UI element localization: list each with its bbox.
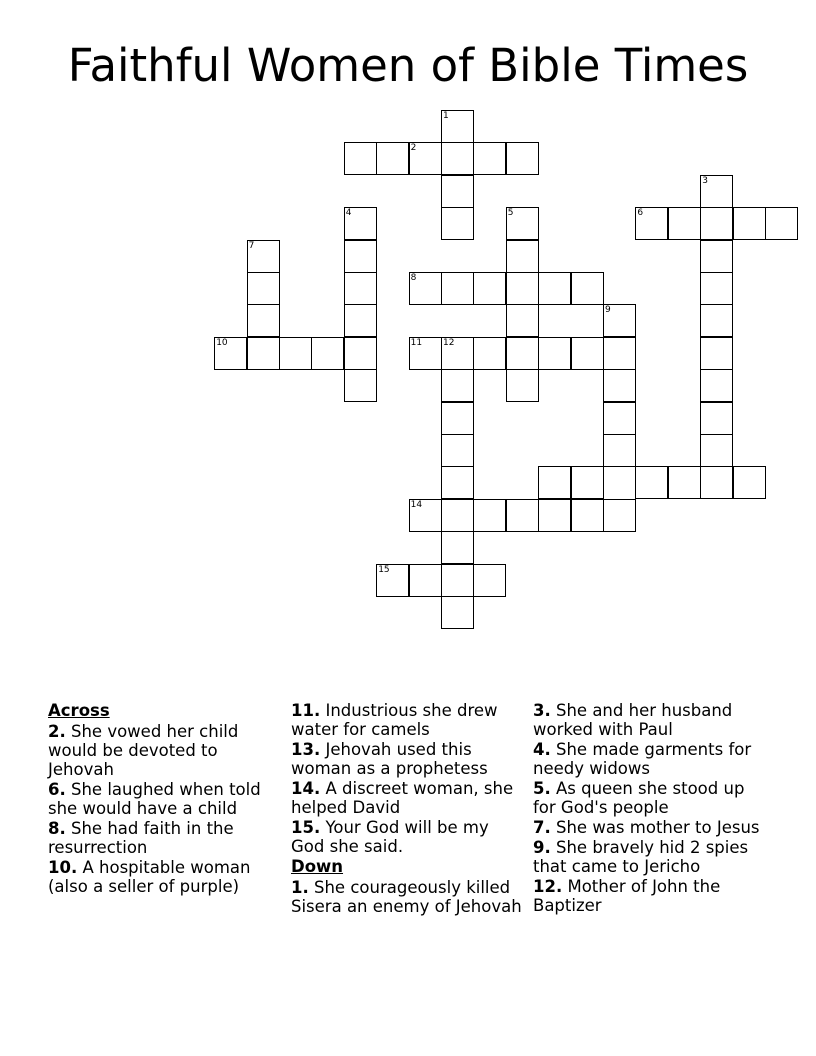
grid-cell[interactable]	[733, 207, 766, 240]
grid-cell[interactable]	[409, 142, 442, 175]
clue-number: 2.	[48, 722, 66, 741]
clue-text: A discreet woman, she helped David	[291, 779, 514, 817]
grid-cell[interactable]	[700, 337, 733, 370]
clue	[291, 701, 523, 739]
clue-text: Mother of John the Baptizer	[533, 877, 721, 915]
clue	[533, 818, 765, 837]
clue	[533, 740, 765, 778]
grid-cell[interactable]	[538, 272, 571, 305]
clue-text: She courageously killed Sisera an enemy of Jehovah	[291, 878, 522, 916]
grid-cell[interactable]	[473, 337, 506, 370]
grid-cell[interactable]	[247, 337, 280, 370]
clue-number-label: 12	[443, 337, 455, 348]
clue-number-label: 15	[378, 564, 390, 575]
clue-number: 8.	[48, 819, 66, 838]
clue-number: 5.	[533, 779, 551, 798]
grid-cell[interactable]	[603, 337, 636, 370]
grid-cell[interactable]	[603, 499, 636, 532]
puzzle-title: Faithful Women of Bible Times	[67, 39, 749, 92]
grid-cell[interactable]	[441, 110, 474, 143]
clue-number: 1.	[291, 878, 309, 897]
grid-cell[interactable]	[441, 369, 474, 402]
grid-cell[interactable]	[441, 175, 474, 208]
grid-cell[interactable]	[376, 142, 409, 175]
grid-cell[interactable]	[700, 402, 733, 435]
grid-cell[interactable]	[765, 207, 798, 240]
grid-cell[interactable]	[473, 272, 506, 305]
grid-cell[interactable]	[538, 466, 571, 499]
clue	[291, 818, 523, 856]
grid-cell[interactable]	[344, 369, 377, 402]
clue-text: She had faith in the resurrection	[48, 819, 234, 857]
clue-number-label: 6	[637, 208, 644, 219]
grid-cell[interactable]	[571, 272, 604, 305]
clue	[291, 878, 523, 916]
clue-text: A hospitable woman (also a seller of purple)	[48, 858, 251, 896]
clue-number: 13.	[291, 740, 321, 759]
clue-number: 4.	[533, 740, 551, 759]
grid-cell[interactable]	[506, 272, 539, 305]
grid-cell[interactable]	[473, 564, 506, 597]
clue-number: 14.	[291, 779, 321, 798]
grid-cell[interactable]	[700, 272, 733, 305]
clue-column-2	[291, 701, 523, 917]
clue-text: Your God will be my God she said.	[291, 818, 489, 856]
clue-number-label: 10	[216, 337, 228, 348]
clue	[48, 819, 280, 857]
grid-cell[interactable]	[668, 466, 701, 499]
grid-cell[interactable]	[441, 466, 474, 499]
clue-number: 12.	[533, 877, 563, 896]
grid-cell[interactable]	[376, 564, 409, 597]
grid-cell[interactable]	[733, 466, 766, 499]
clue-heading-across: Across	[48, 701, 110, 720]
grid-cell[interactable]	[344, 142, 377, 175]
grid-cell[interactable]	[506, 499, 539, 532]
grid-cell[interactable]	[571, 466, 604, 499]
grid-cell[interactable]	[247, 240, 280, 273]
clue	[291, 779, 523, 817]
grid-cell[interactable]	[700, 207, 733, 240]
clue-number: 9.	[533, 838, 551, 857]
grid-cell[interactable]	[344, 337, 377, 370]
clue-number: 11.	[291, 701, 321, 720]
grid-cell[interactable]	[409, 337, 442, 370]
clue-text: She and her husband worked with Paul	[533, 701, 733, 739]
clue-heading-down: Down	[291, 857, 344, 876]
clue-number-label: 5	[507, 208, 514, 219]
grid-cell[interactable]	[603, 304, 636, 337]
clue-number-label: 14	[410, 499, 423, 510]
grid-cell[interactable]	[247, 272, 280, 305]
clue-number: 3.	[533, 701, 551, 720]
clue-text: As queen she stood up for God's people	[533, 779, 745, 817]
grid-cell[interactable]	[603, 402, 636, 435]
clue	[533, 779, 765, 817]
clue	[533, 838, 765, 876]
grid-cell[interactable]	[311, 337, 344, 370]
grid-cell[interactable]	[441, 596, 474, 629]
grid-cell[interactable]	[214, 337, 247, 370]
clue-number: 7.	[533, 818, 551, 837]
clue-text: She was mother to Jesus	[550, 818, 760, 837]
grid-cell[interactable]	[279, 337, 312, 370]
grid-cell[interactable]	[441, 564, 474, 597]
grid-cell[interactable]	[344, 240, 377, 273]
clue	[533, 701, 765, 739]
grid-cell[interactable]	[344, 207, 377, 240]
clue-number-label: 3	[702, 175, 708, 186]
clue	[48, 858, 280, 896]
grid-cell[interactable]	[538, 499, 571, 532]
grid-cell[interactable]	[441, 531, 474, 564]
clue-number-label: 1	[443, 111, 449, 121]
grid-cell[interactable]	[344, 304, 377, 337]
clue-column-3	[533, 701, 765, 916]
clue-number-label: 8	[410, 273, 417, 283]
grid-cell[interactable]	[441, 499, 474, 532]
grid-cell[interactable]	[506, 337, 539, 370]
clue	[48, 780, 280, 818]
clue-text: Industrious she drew water for camels	[291, 701, 498, 739]
clue	[533, 877, 765, 915]
clue-column-1	[48, 701, 280, 897]
grid-cell[interactable]	[506, 369, 539, 402]
grid-cell[interactable]	[409, 564, 442, 597]
clue-number-label: 2	[410, 143, 417, 154]
grid-cell[interactable]	[441, 434, 474, 467]
grid-cell[interactable]	[700, 466, 733, 499]
grid-cell[interactable]	[506, 142, 539, 175]
clue-number-label: 4	[345, 208, 352, 219]
grid-cell[interactable]	[506, 240, 539, 273]
grid-cell[interactable]	[247, 304, 280, 337]
grid-cell[interactable]	[473, 142, 506, 175]
grid-cell[interactable]	[603, 369, 636, 402]
clue-number-label: 7	[248, 240, 255, 251]
grid-cell[interactable]	[571, 337, 604, 370]
clue-number: 6.	[48, 780, 66, 799]
grid-cell[interactable]	[409, 272, 442, 305]
grid-cell[interactable]	[441, 142, 474, 175]
grid-cell[interactable]	[441, 337, 474, 370]
grid-cell[interactable]	[473, 499, 506, 532]
clue-number: 15.	[291, 818, 321, 837]
grid-cell[interactable]	[700, 240, 733, 273]
grid-cell[interactable]	[409, 499, 442, 532]
grid-cell[interactable]	[700, 434, 733, 467]
grid-cell[interactable]	[506, 304, 539, 337]
clue-number: 10.	[48, 858, 78, 877]
grid-cell[interactable]	[700, 304, 733, 337]
clue-text: She laughed when told she would have a child	[48, 780, 261, 818]
clue-number-label: 11	[410, 337, 423, 348]
grid-cell[interactable]	[441, 402, 474, 435]
clue-text: Jehovah used this woman as a prophetess	[291, 740, 488, 778]
grid-cell[interactable]	[538, 337, 571, 370]
grid-cell[interactable]	[571, 499, 604, 532]
grid-cell[interactable]	[441, 207, 474, 240]
grid-cell[interactable]	[635, 466, 668, 499]
grid-cell[interactable]	[700, 369, 733, 402]
clue-text: She bravely hid 2 spies that came to Jericho	[533, 838, 749, 876]
clue-number-label: 9	[605, 305, 611, 316]
grid-cell[interactable]	[603, 434, 636, 467]
clue-text: She vowed her child would be devoted to Jehovah	[48, 722, 239, 779]
clue	[48, 722, 280, 779]
grid-cell[interactable]	[635, 207, 668, 240]
clue	[291, 740, 523, 778]
clue-text: She made garments for needy widows	[533, 740, 752, 778]
grid-cell[interactable]	[700, 175, 733, 208]
grid-cell[interactable]	[441, 272, 474, 305]
grid-cell[interactable]	[506, 207, 539, 240]
grid-cell[interactable]	[344, 272, 377, 305]
grid-cell[interactable]	[668, 207, 701, 240]
